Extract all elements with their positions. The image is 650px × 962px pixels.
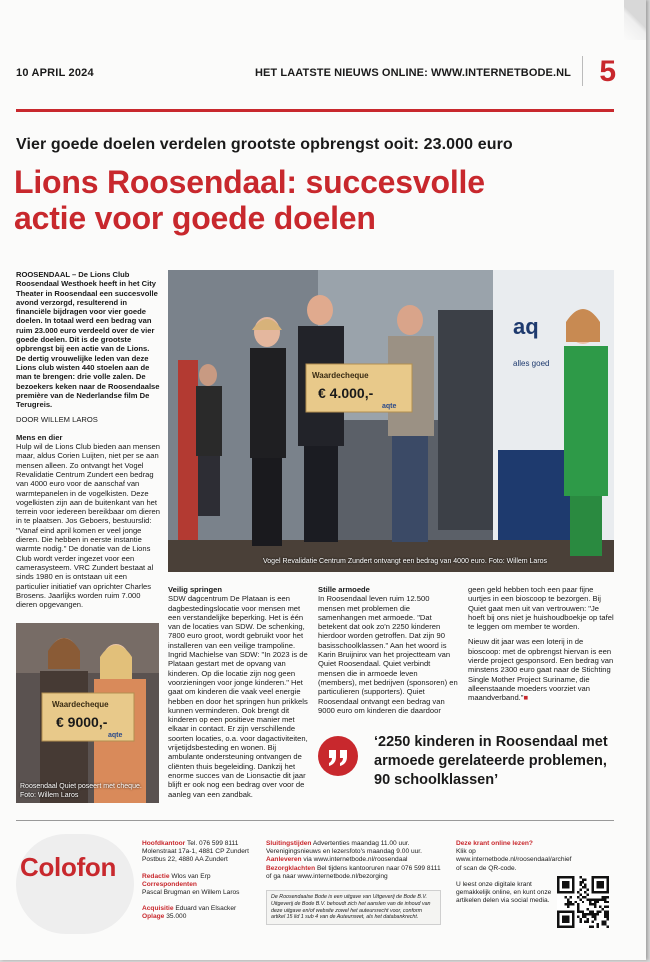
quiet-photo-caption: Roosendaal Quiet poseert met cheque. Foto: Willem Laros	[20, 783, 142, 799]
byline: DOOR WILLEM LAROS	[16, 415, 98, 425]
correspondenten-label: Correspondenten	[142, 880, 197, 888]
body-mens-en-dier: Hulp wil de Lions Club bieden aan mensen maar, aldus Corien Luijten, niet per se aan mensen alleen. Zo ontvangt het Vogel Revalidatie Centrum Zundert een bedrag van 4000 euro voor de aanschaf van warmtepanelen in de vogelkisten. Deze vogelkisten zijn aan de buitenkant van het terrein voor iedereen bereikbaar om dieren in te plaatsen. Jos Geboers, bestuurslid: "Vanaf eind april komen er veel jonge dieren. Die hebben in eerste instantie warmte nodig." De donatie van de Lions Club wordt verder ingezet voor een camerasysteem. VRC Zundert bestaat al sinds 1980 en is ontstaan uit een particulier initiatief van oprichter Charles Brosens. Jaarlijks worden ruim 7.000 dieren opgevangen.	[16, 442, 160, 610]
oplage-label: Oplage	[142, 913, 165, 921]
qr-code-icon[interactable]	[557, 876, 609, 928]
header-rule	[16, 109, 614, 112]
main-cheque-amount: € 4.000,-	[318, 385, 374, 401]
colofon-online	[456, 840, 572, 905]
page-curl	[624, 0, 646, 40]
title-line-2: actie voor goede doelen	[14, 200, 376, 236]
colofon	[16, 832, 614, 944]
sluitingstijden-label: Sluitingstijden	[266, 840, 312, 847]
title-line-1: Lions Roosendaal: succesvolle	[14, 164, 485, 200]
address-line-2: Postbus 22, 4880 AA Zundert	[142, 856, 228, 864]
small-cheque-label: Waardecheque	[52, 700, 109, 709]
article-lead: ROOSENDAAL – De Lions Club Roosendaal Westhoek heeft in het City Theater in Roosendaal een succesvolle avond verzorgd, resulterend in financiële bijdragen voor vier goede doelen. In totaal werd een bedrag van ruim 23.000 euro verdeeld over de vier goede doelen. Dit is de grootste opbrengst bij een actie van de Lions. De dertig vrouwelijke leden van deze Lions club wisten 440 stoelen aan de man te brengen: drie volle zalen. De bezoekers keken naar de Roosendaalse première van de Nederlandse film De Terugreis.	[16, 270, 160, 410]
aanleveren-link[interactable]: via www.internetbode.nl/roosendaal	[303, 856, 408, 864]
digital-text: U leest onze digitale krant gemakkelijk online, en kunt onze artikelen delen via social media.	[456, 880, 552, 905]
address-line-1: Molenstraat 17a-1, 4881 CP Zundert	[142, 848, 249, 856]
acquisitie-name: Eduard van Elsacker	[175, 905, 237, 913]
pull-quote	[318, 733, 618, 805]
column-1	[16, 270, 160, 615]
header-divider	[582, 56, 583, 86]
main-banner-text: aq	[513, 314, 539, 339]
page-number: 5	[599, 55, 616, 88]
colofon-badge	[16, 834, 134, 934]
main-photo-caption: Vogel Revalidatie Centrum Zundert ontvangt een bedrag van 4000 euro. Foto: Willem Laros	[263, 558, 548, 565]
colofon-title: Colofon	[20, 852, 117, 882]
hoofdkantoor-phone: Tel. 076 599 8111	[186, 840, 239, 847]
redactie-name: Wlos van Erp	[171, 872, 211, 880]
body-continued: geen geld hebben toch een paar fijne uurtjes in een bioscoop te bezorgen. Bij Quiet gaat men uit van vertrouwen: "Je hoeft bij ons niet je huishoudboekje op tafel te leggen om member te worden.	[468, 585, 614, 632]
article-title	[14, 164, 614, 236]
colofon-office	[142, 840, 260, 922]
main-banner-sub: alles goed	[513, 359, 550, 368]
website-banner[interactable]: HET LAATSTE NIEUWS ONLINE: WWW.INTERNETBODE.NL	[254, 67, 571, 79]
body-stille-armoede: In Roosendaal leven ruim 12.500 mensen met problemen die samenhangen met armoede. "Dat betekent dat ook zo'n 2250 kinderen hierdoor worden getroffen. Dat zijn 90 basisschoolklassen." Aan het woord is Karin Bruijninx van het projectteam van Quiet Roosendaal. Quiet verbindt mensen die in armoede leven (members), met bedrijven (sponsoren) en particulieren (supporters). Quiet Roosendaal ontvangt een bedrag van 9000 euro om kinderen die daardoor	[318, 594, 458, 715]
colofon-rule	[16, 820, 614, 821]
column-4	[468, 585, 614, 709]
main-photo[interactable]	[168, 270, 614, 572]
quiet-photo[interactable]	[16, 623, 159, 803]
aanleveren-label: Aanleveren	[266, 856, 302, 864]
acquisitie-label: Acquisitie	[142, 905, 174, 913]
correspondenten-names: Pascal Brugman en Willem Laros	[142, 889, 240, 897]
small-cheque-amount: € 9000,-	[56, 714, 108, 730]
main-cheque-label: Waardecheque	[312, 371, 369, 380]
online-label: Deze krant online lezen?	[456, 840, 533, 847]
article-kicker: Vier goede doelen verdelen grootste opbrengst ooit: 23.000 euro	[16, 136, 513, 153]
bezorgklachten-label: Bezorgklachten	[266, 864, 316, 872]
sluitingstijden-text: Advertenties maandag 11.00 uur. Verenigingsnieuws en lezersfoto's maandag 9.00 uur.	[266, 840, 422, 856]
main-photo-illustration	[168, 270, 614, 572]
main-cheque-brand: aqte	[382, 403, 397, 410]
quote-text: ‘2250 kinderen in Roosendaal met armoede gerelateerde problemen, 90 schoolklassen’	[374, 734, 608, 788]
redactie-label: Redactie	[142, 872, 170, 880]
body-loterij-text: Nieuw dit jaar was een loterij in de bioscoop: met de opbrengst hiervan is een vierde project gesponsord. Een bedrag van minstens 2300 euro gaat naar de Stichting Single Mother Project Suriname, die alleenstaande moeders voorziet van maandverband."	[468, 637, 614, 703]
subhead-veilig-springen: Veilig springen	[168, 585, 223, 594]
page-header	[16, 55, 616, 88]
column-3	[318, 585, 458, 721]
subhead-stille-armoede: Stille armoede	[318, 585, 370, 594]
small-cheque-brand: aqte	[108, 732, 123, 739]
quiet-photo-illustration	[16, 623, 159, 803]
column-2	[168, 585, 308, 805]
subhead-mens-en-dier: Mens en dier	[16, 432, 63, 442]
body-loterij	[468, 637, 614, 702]
bezorgklachten-text[interactable]: Bel tijdens kantooruren naar 076 599 8111 of ga naar www.internetbode.nl/bezorging	[266, 864, 441, 880]
end-mark: ■	[523, 693, 529, 703]
oplage-value: 35.000	[166, 913, 187, 921]
colofon-deadlines	[266, 840, 446, 881]
online-link[interactable]: Klik op www.internetbode.nl/roosendaal/archief of scan de QR-code.	[456, 848, 572, 872]
hoofdkantoor-label: Hoofdkantoor	[142, 840, 186, 847]
colofon-legal-note: De Roosendaalse Bode is een uitgave van Uitgeverij de Bode B.V. Uitgeverij de Bode B.V. behoudt zich het aanslen van de inhoud van deze uitgave en/of website zowel het auteursrecht voor, conform artikel 15 lid 1 sub 4 van de Auteurswet, als het databankrecht.	[266, 890, 441, 925]
body-veilig-springen: SDW dagcentrum De Plataan is een dagbestedingslocatie voor mensen met een verstandelijke beperking. Het is één van de locaties van SDW. De schenking, 7800 euro groot, wordt gebruikt voor het installeren van een veilige trampoline. Ingrid Machielse van SDW: "In 2023 is de Plataan gestart met de opvang van kinderen. Op die locatie zijn nog geen voorzieningen voor jonge kinderen." Het gaat om kinderen die vaak veel energie hebben en door het springen hun prikkels kunnen verminderen. Ook brengt dit kinderen op een positieve manier met elkaar in contact. Er zijn verschillende soorten locaties, o.a. voor dagactiviteiten, vrijetijdsbesteding en wonen. Bij ambulante ondersteuning ontvangen de cliënten thuis begeleiding. Dankzij het enorme succes van de Lionsactie dit jaar blijft er ook nog een bedrag over voor de aanleg van een zandbak.	[168, 594, 308, 799]
issue-date: 10 APRIL 2024	[16, 67, 94, 79]
quote-mark-icon	[318, 736, 358, 776]
